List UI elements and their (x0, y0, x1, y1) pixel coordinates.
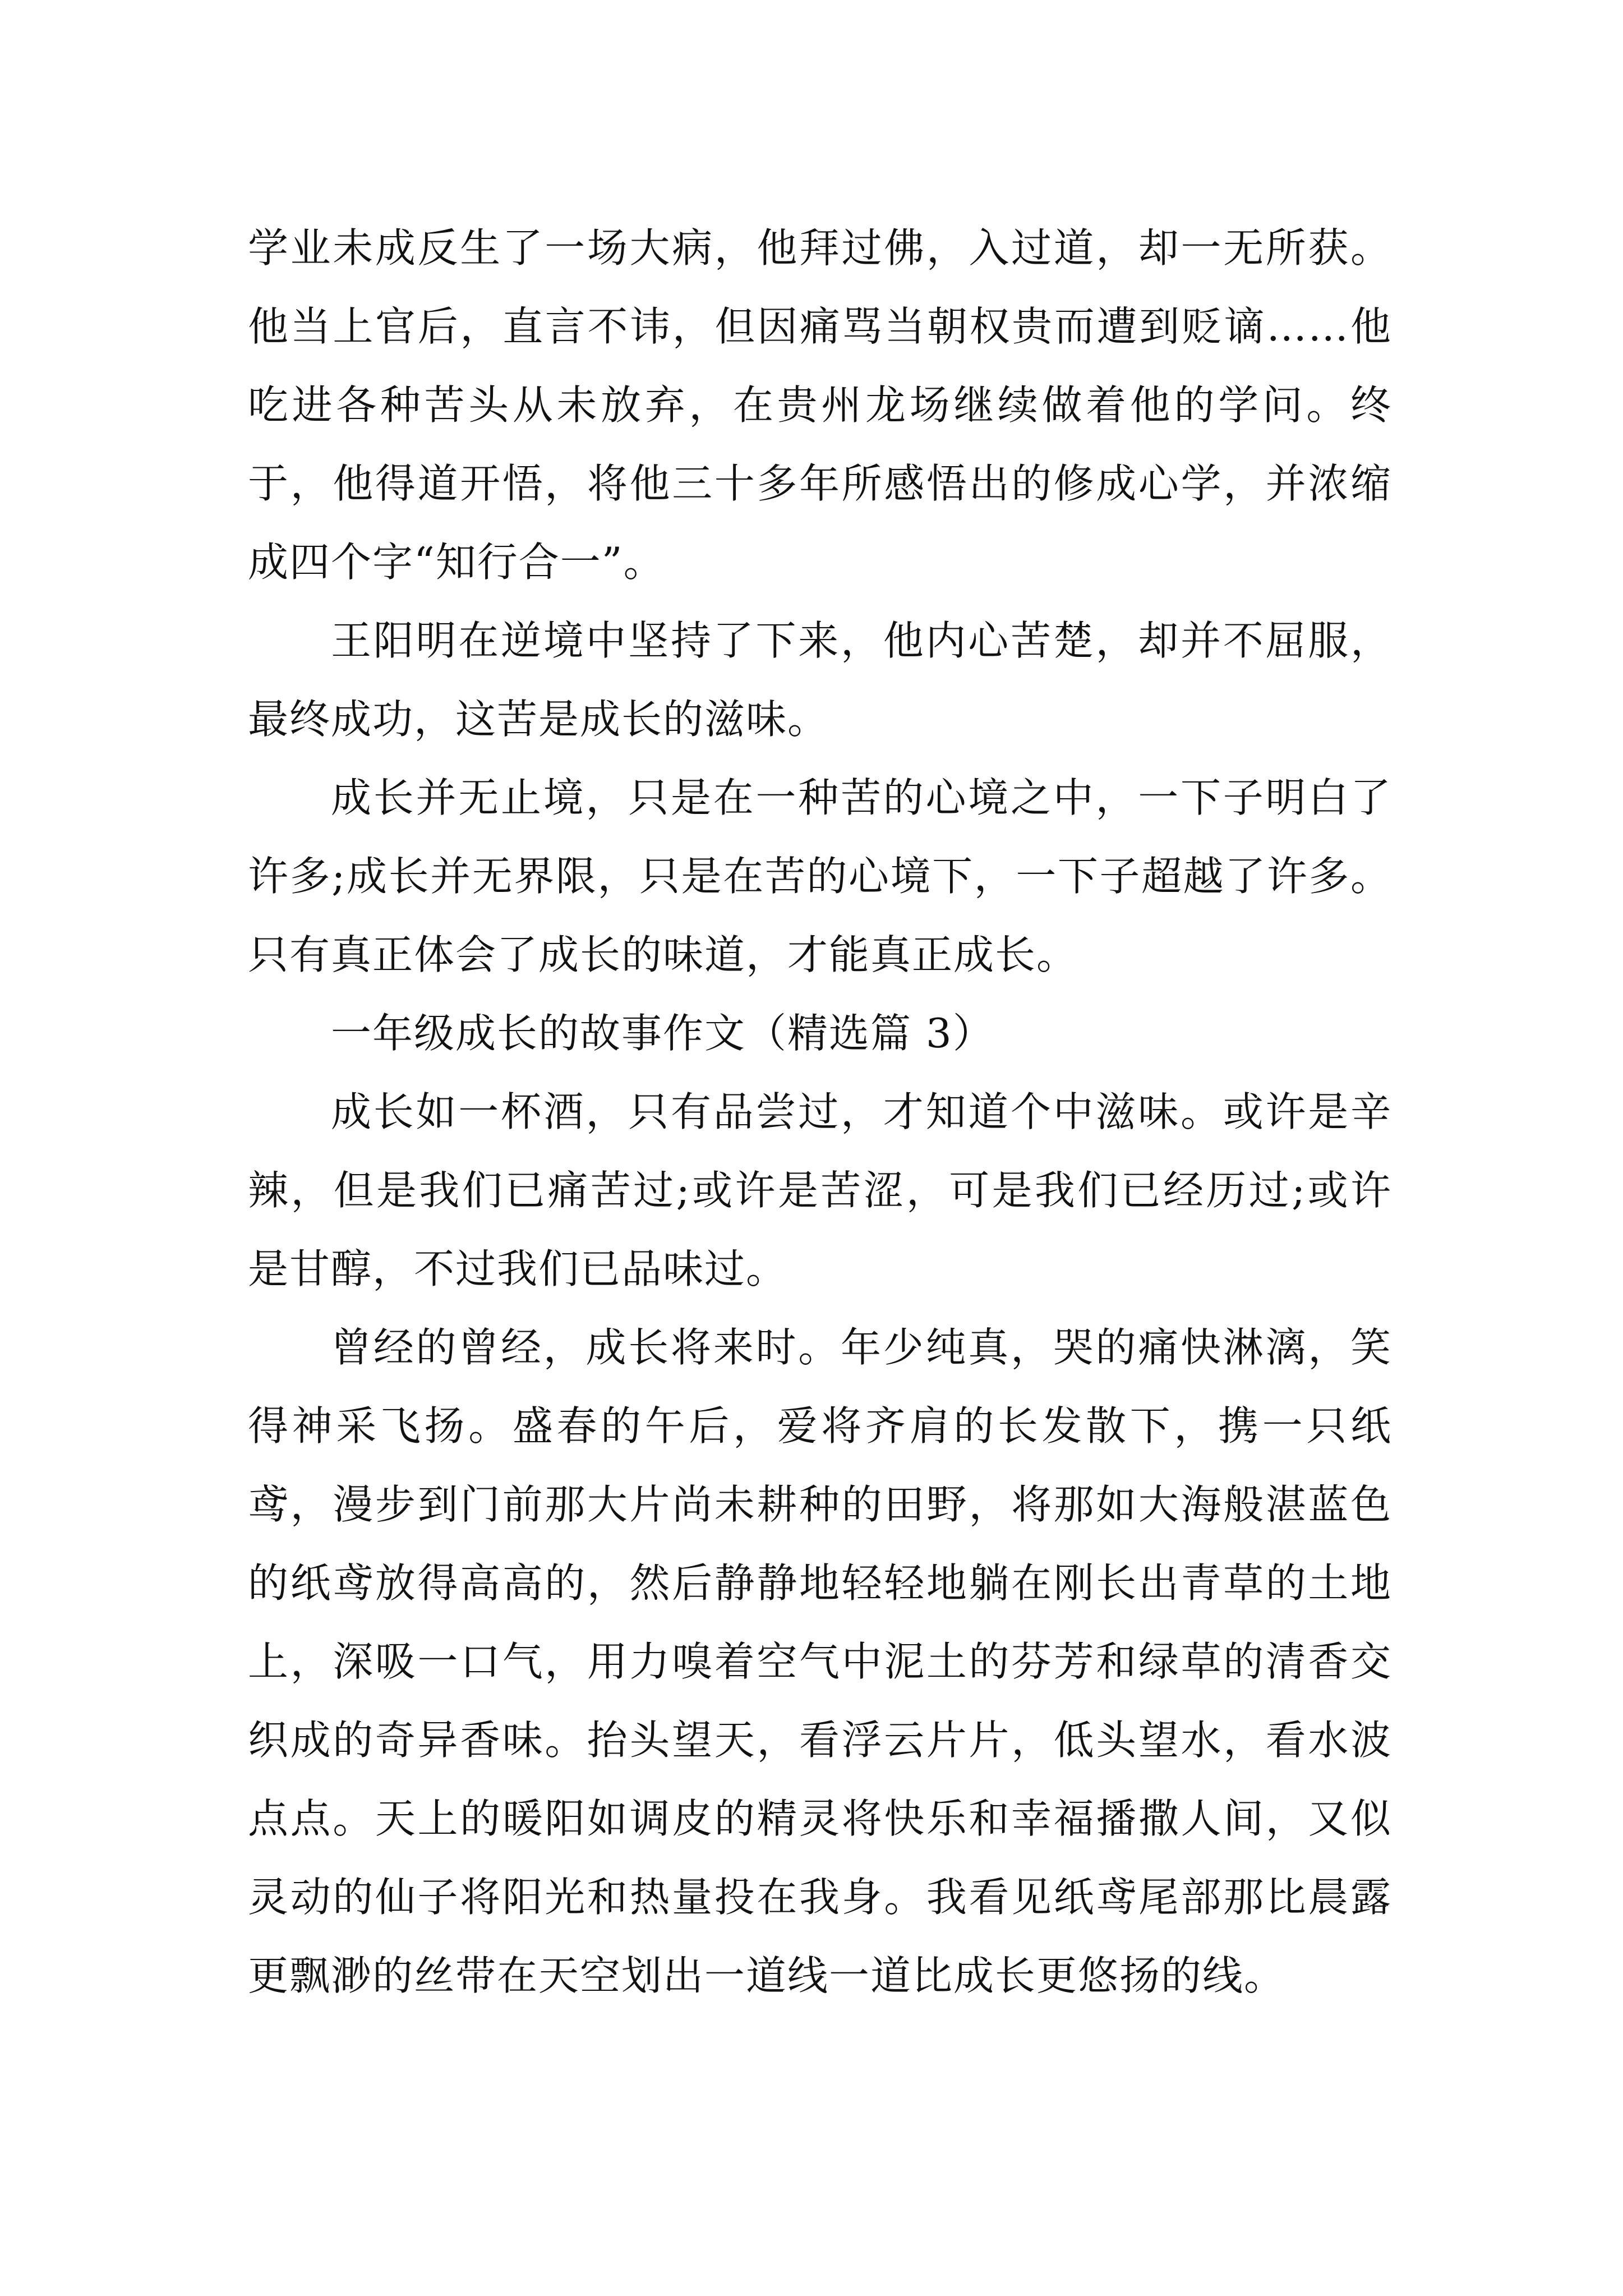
paragraph: 曾经的曾经，成长将来时。年少纯真，哭的痛快淋漓，笑得神采飞扬。盛春的午后，爱将齐肩的长发散下，携一只纸鸢，漫步到门前那大片尚未耕种的田野，将那如大海般湛蓝色的纸鸢放得高高的，然后静静地轻轻地躺在刚长出青草的土地上，深吸一口气，用力嗅着空气中泥土的芬芳和绿草的清香交织成的奇异香味。抬头望天，看浮云片片，低头望水，看水波点点。天上的暖阳如调皮的精灵将快乐和幸福播撒人间，又似灵动的仙子将阳光和热量投在我身。我看见纸鸢尾部那比晨露更飘渺的丝带在天空划出一道线一道比成长更悠扬的线。 (248, 1324, 1392, 1999)
paragraph-continuation: 学业未成反生了一场大病，他拜过佛，入过道，却一无所获。他当上官后，直言不讳，但因痛骂当朝权贵而遭到贬谪……他吃进各种苦头从未放弃，在贵州龙场继续做着他的学问。终于，他得道开悟，将他三十多年所感悟出的修成心学，并浓缩成四个字“知行合一”。 (248, 224, 1392, 586)
section-heading: 一年级成长的故事作文（精选篇 3） (331, 1010, 994, 1057)
document-body (248, 209, 1392, 2015)
paragraph: 成长如一杯酒，只有品尝过，才知道个中滋味。或许是辛辣，但是我们已痛苦过;或许是苦涩，可是我们已经历过;或许是甘醇，不过我们已品味过。 (248, 1088, 1392, 1292)
paragraph: 成长并无止境，只是在一种苦的心境之中，一下子明白了许多;成长并无界限，只是在苦的心境下，一下子超越了许多。只有真正体会了成长的味道，才能真正成长。 (248, 774, 1392, 978)
paragraph: 王阳明在逆境中坚持了下来，他内心苦楚，却并不屈服，最终成功，这苦是成长的滋味。 (248, 617, 1392, 743)
